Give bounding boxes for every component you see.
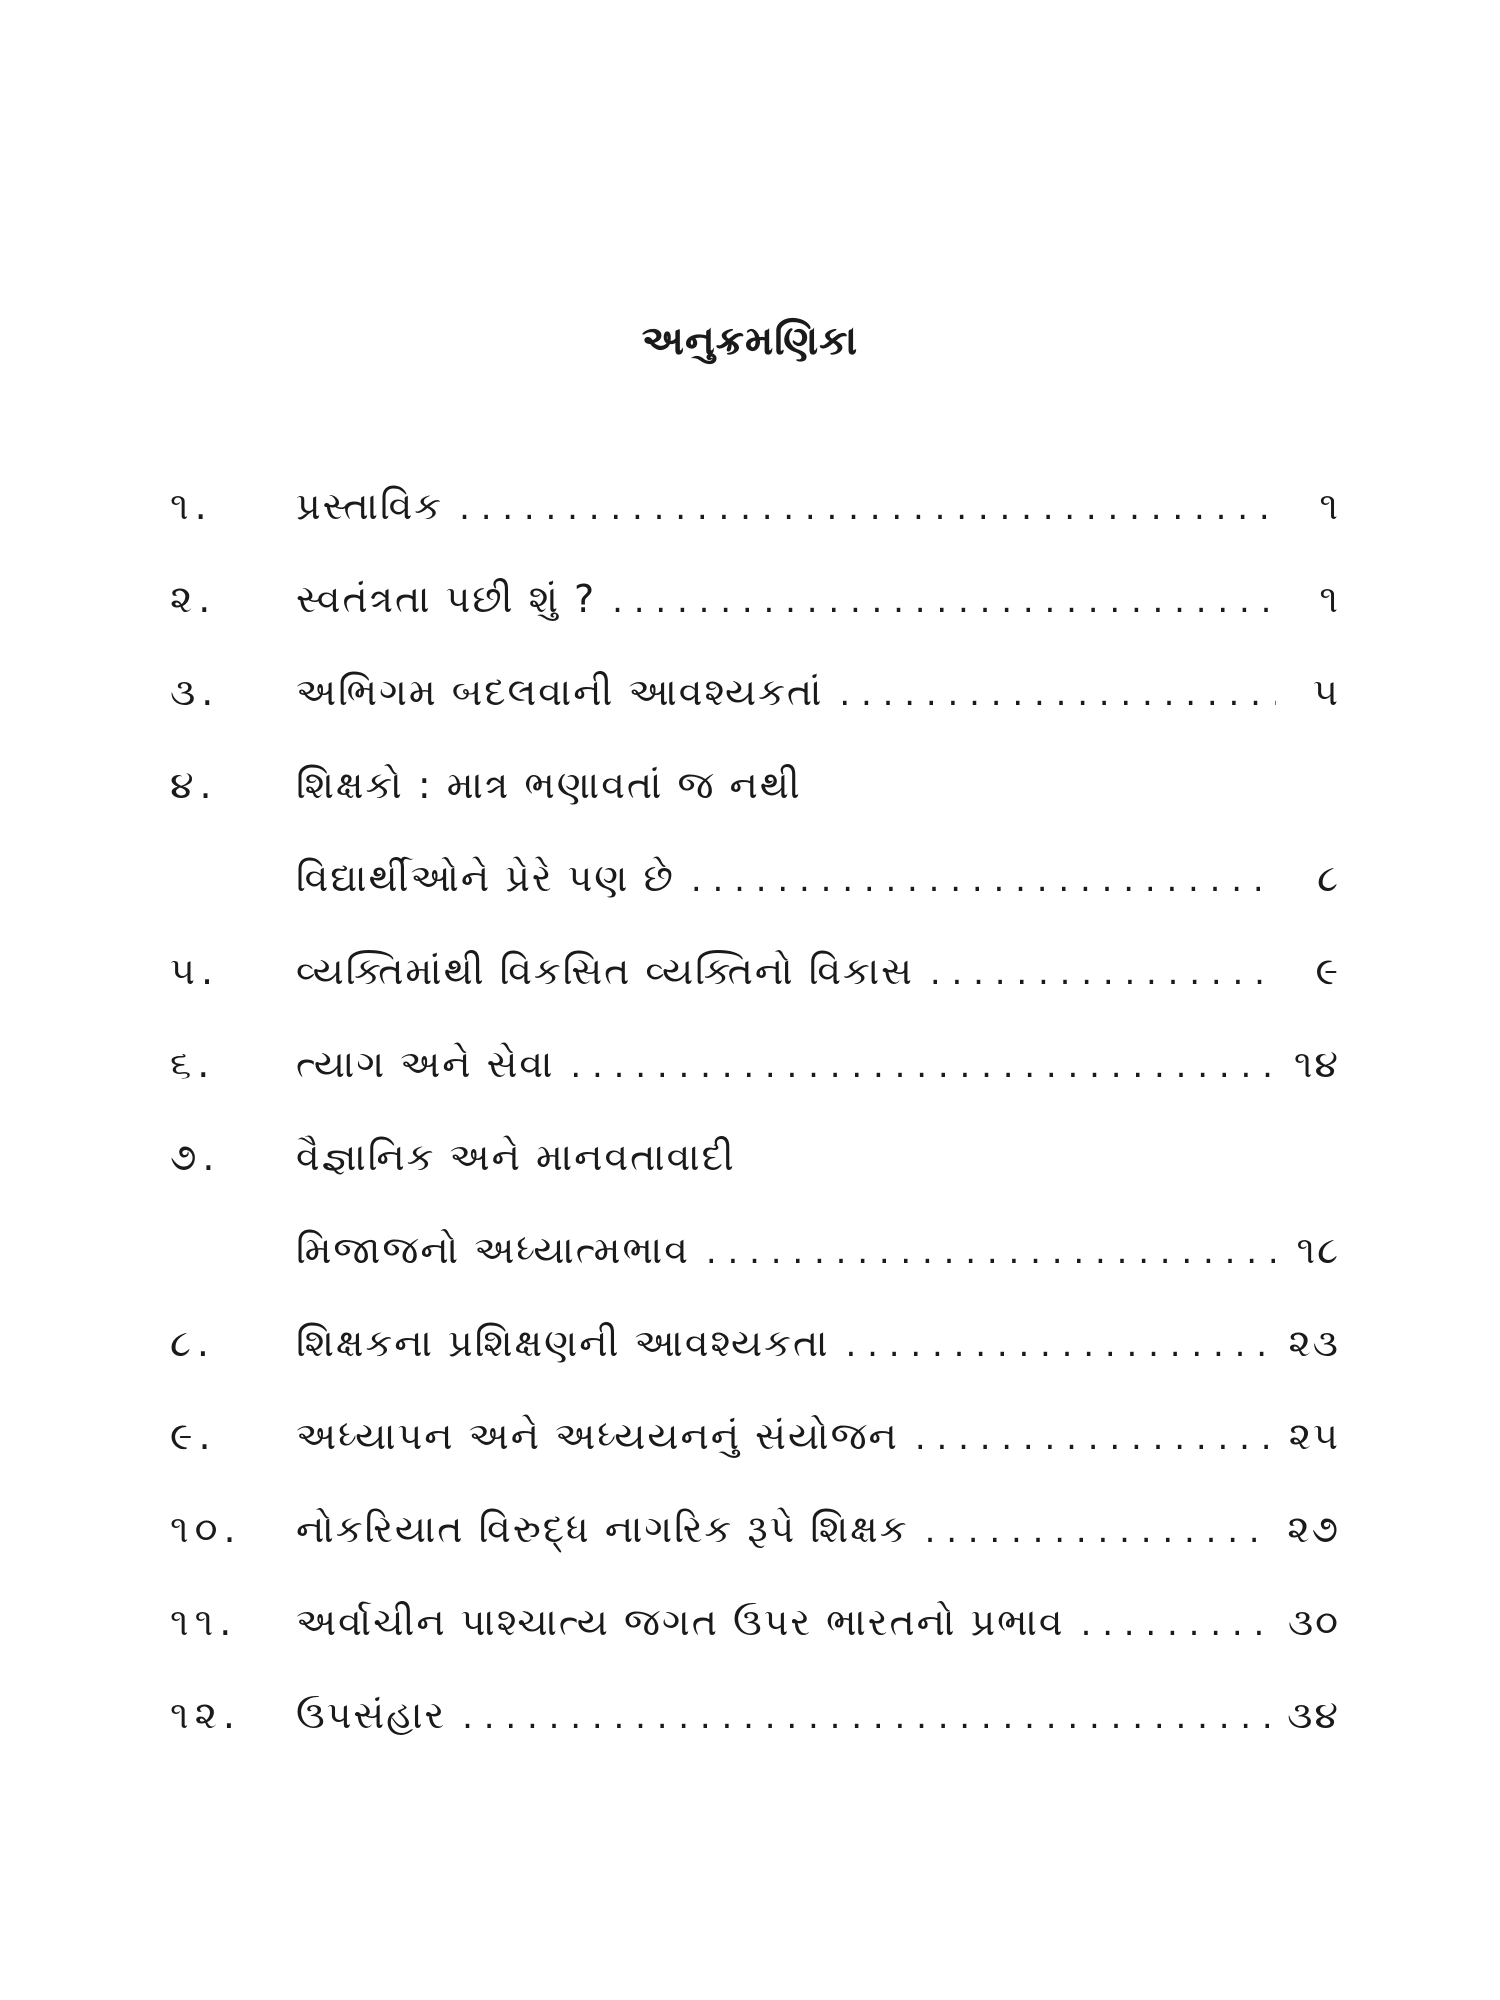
entry-number: ૫. (170, 949, 220, 993)
dot-leader (846, 1299, 1271, 1392)
table-of-contents (170, 460, 1340, 1762)
entry-number: ૧૧. (170, 1600, 238, 1644)
entry-title: અધ્યાપન અને અધ્યયનનું સંયોજન (296, 1414, 899, 1458)
entry-number: ૨. (170, 577, 217, 621)
entry-title: વિદ્યાર્થીઓને પ્રેરે પણ છે (296, 856, 675, 900)
entry-title: વૈજ્ઞાનિક અને માનવતાવાદી (296, 1135, 736, 1179)
entry-title: શિક્ષકો : માત્ર ભણાવતાં જ નથી (296, 763, 802, 807)
entry-number: ૧. (170, 484, 213, 528)
entry-title: ઉપસંહાર (296, 1693, 447, 1737)
page-title: અનુક્રમણિકા (641, 318, 859, 364)
entry-title: વ્યક્તિમાંથી વિકસિત વ્યક્તિનો વિકાસ (296, 949, 914, 993)
toc-entry-4-continued (170, 832, 1340, 925)
entry-title: સ્વતંત્રતા પછી શું ? (296, 577, 597, 621)
toc-entry-10 (170, 1483, 1340, 1576)
toc-entry-11 (170, 1576, 1340, 1669)
entry-page: ૧૮ (1296, 1228, 1340, 1272)
entry-number: ૪. (170, 763, 218, 807)
dot-leader (915, 1392, 1271, 1485)
entry-number: ૧૦. (170, 1507, 242, 1551)
entry-number: ૭. (170, 1135, 221, 1179)
dot-leader (691, 834, 1276, 927)
toc-entry-3 (170, 646, 1340, 739)
toc-entry-8 (170, 1297, 1340, 1390)
entry-number: ૬. (170, 1042, 216, 1086)
toc-entry-7-continued (170, 1204, 1340, 1297)
entry-page: ૨૭ (1287, 1507, 1340, 1551)
entry-title: મિજાજનો અધ્યાત્મભાવ (296, 1228, 690, 1272)
toc-entry-12 (170, 1669, 1340, 1762)
entry-title: ત્યાગ અને સેવા (296, 1042, 555, 1086)
dot-leader (462, 1671, 1269, 1764)
toc-entry-2 (170, 553, 1340, 646)
toc-entry-9 (170, 1390, 1340, 1483)
toc-entry-1 (170, 460, 1340, 553)
dot-leader (706, 1206, 1276, 1299)
dot-leader (839, 648, 1276, 741)
entry-title: અર્વાચીન પાશ્ચાત્ય જગત ઉપર ભારતનો પ્રભાવ (296, 1600, 1065, 1644)
entry-page: ૫ (1313, 670, 1340, 714)
toc-entry-7 (170, 1111, 1340, 1204)
dot-leader (1081, 1578, 1270, 1671)
entry-page: ૧ (1319, 484, 1340, 528)
entry-number: ૮. (170, 1321, 215, 1365)
entry-number: ૧૨. (170, 1693, 242, 1737)
entry-number: ૯. (170, 1414, 217, 1458)
dot-leader (612, 555, 1276, 648)
entry-title: નોકરિયાત વિરુદ્ધ નાગરિક રૂપે શિક્ષક (296, 1507, 909, 1551)
entry-page: ૯ (1315, 949, 1340, 993)
entry-title: પ્રસ્તાવિક (296, 484, 444, 528)
entry-title: અભિગમ બદલવાની આવશ્યકતાં (296, 670, 824, 714)
entry-page: ૩૪ (1287, 1693, 1340, 1737)
entry-page: ૨૩ (1288, 1321, 1340, 1365)
entry-page: ૨૫ (1288, 1414, 1340, 1458)
entry-number: ૩. (170, 670, 220, 714)
entry-page: ૧ (1319, 577, 1340, 621)
entry-page: ૩૦ (1287, 1600, 1340, 1644)
entry-page: ૮ (1317, 856, 1340, 900)
dot-leader (930, 927, 1276, 1020)
toc-entry-5 (170, 925, 1340, 1018)
dot-leader (459, 462, 1276, 555)
entry-title: શિક્ષકના પ્રશિક્ષણની આવશ્યકતા (296, 1321, 830, 1365)
dot-leader (925, 1485, 1270, 1578)
toc-entry-6 (170, 1018, 1340, 1111)
dot-leader (570, 1020, 1275, 1113)
entry-page: ૧૪ (1293, 1042, 1340, 1086)
toc-entry-4 (170, 739, 1340, 832)
